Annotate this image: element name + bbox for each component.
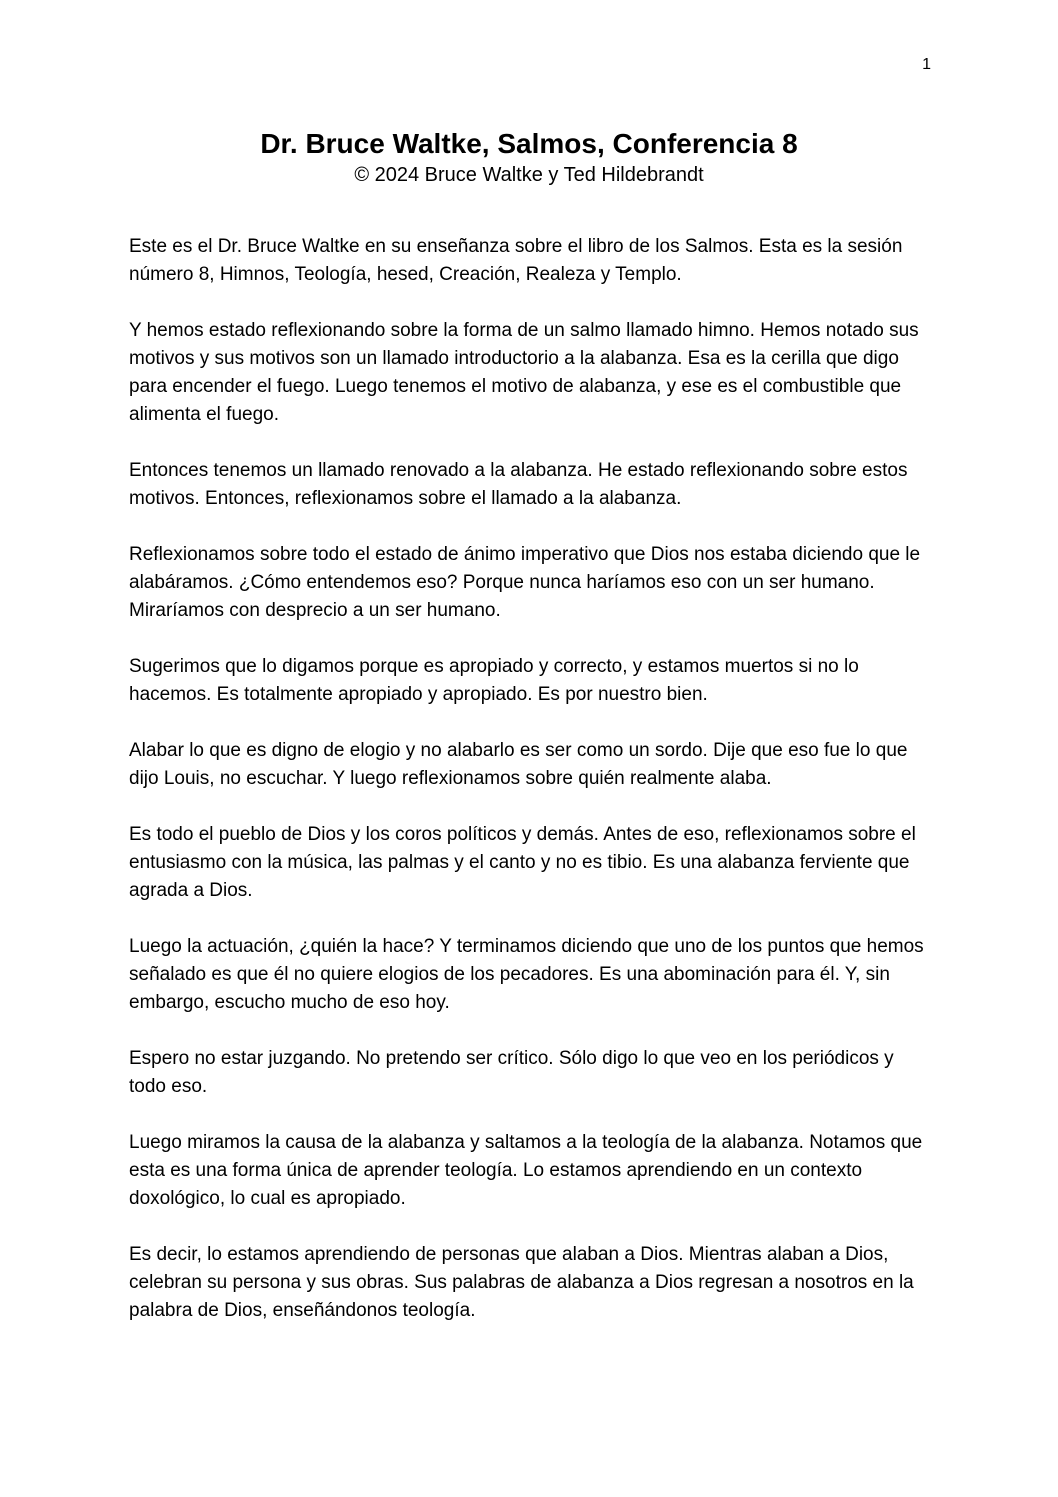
- paragraph: Este es el Dr. Bruce Waltke en su enseñanza sobre el libro de los Salmos. Esta es la sesión número 8, Himnos, Teología, hesed, Creación, Realeza y Templo.: [129, 236, 903, 285]
- paragraph: Entonces tenemos un llamado renovado a la alabanza. He estado reflexionando sobre estos motivos. Entonces, reflexionamos sobre el llamado a la alabanza.: [129, 460, 908, 509]
- page-number: 1: [922, 56, 931, 73]
- paragraph: Sugerimos que lo digamos porque es apropiado y correcto, y estamos muertos si no lo hacemos. Es totalmente apropiado y apropiado. Es por nuestro bien.: [129, 656, 859, 705]
- paragraph: Y hemos estado reflexionando sobre la forma de un salmo llamado himno. Hemos notado sus motivos y sus motivos son un llamado introductorio a la alabanza. Esa es la cerilla que digo para encender el fuego. Luego tenemos el motivo de alabanza, y ese es el combustible que alimenta el fuego.: [129, 320, 919, 425]
- document-title: Dr. Bruce Waltke, Salmos, Conferencia 8: [260, 128, 798, 159]
- document-body: [129, 233, 929, 1325]
- paragraph: Alabar lo que es digno de elogio y no alabarlo es ser como un sordo. Dije que eso fue lo que dijo Louis, no escuchar. Y luego reflexionamos sobre quién realmente alaba.: [129, 740, 908, 789]
- paragraph: Reflexionamos sobre todo el estado de ánimo imperativo que Dios nos estaba diciendo que le alabáramos. ¿Cómo entendemos eso? Porque nunca haríamos eso con un ser humano. Miraríamos con desprecio a un ser humano.: [129, 544, 921, 621]
- paragraph: Luego miramos la causa de la alabanza y saltamos a la teología de la alabanza. Notamos que esta es una forma única de aprender teología. Lo estamos aprendiendo en un contexto doxológico, lo cual es apropiado.: [129, 1132, 923, 1209]
- paragraph: Es todo el pueblo de Dios y los coros políticos y demás. Antes de eso, reflexionamos sobre el entusiasmo con la música, las palmas y el canto y no es tibio. Es una alabanza ferviente que agrada a Dios.: [129, 824, 916, 901]
- paragraph: Espero no estar juzgando. No pretendo ser crítico. Sólo digo lo que veo en los periódicos y todo eso.: [129, 1048, 894, 1097]
- paragraph: Es decir, lo estamos aprendiendo de personas que alaban a Dios. Mientras alaban a Dios, celebran su persona y sus obras. Sus palabras de alabanza a Dios regresan a nosotros en la palabra de Dios, enseñándonos teología.: [129, 1244, 914, 1321]
- document-content: [129, 0, 929, 1325]
- paragraph: Luego la actuación, ¿quién la hace? Y terminamos diciendo que uno de los puntos que hemos señalado es que él no quiere elogios de los pecadores. Es una abominación para él. Y, sin embargo, escucho mucho de eso hoy.: [129, 936, 924, 1013]
- copyright-line: © 2024 Bruce Waltke y Ted Hildebrandt: [354, 164, 704, 186]
